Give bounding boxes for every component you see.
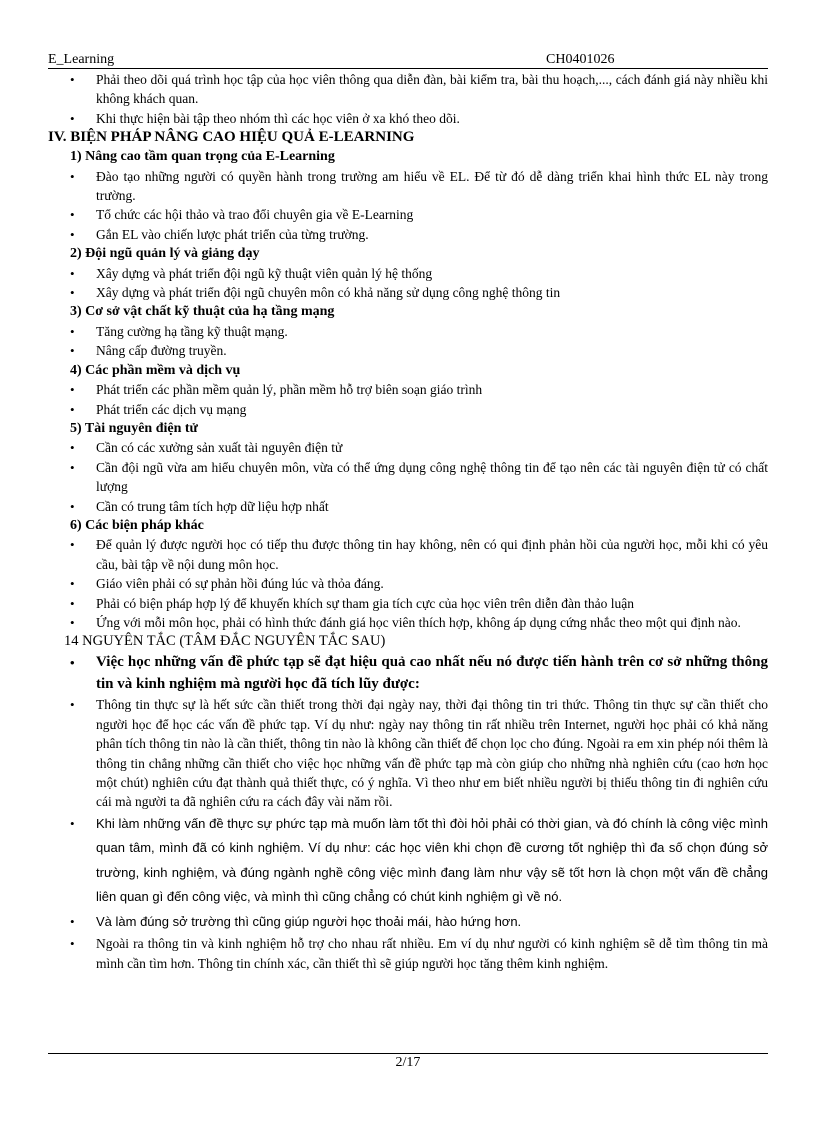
principle-paragraph: • Ngoài ra thông tin và kinh nghiệm hỗ trợ cho nhau rất nhiều. Em ví dụ như người có kinh nghiệm sẽ dễ tìm thông tin mà mình cần tìm hơn. Thông tin chính xác, cần thiết thì sẽ giúp người học tăng thêm kinh nghiệm.	[48, 934, 768, 973]
principle-paragraph: • Và làm đúng sở trường thì cũng giúp người học thoải mái, hào hứng hơn.	[48, 910, 768, 935]
continued-list	[48, 70, 768, 128]
subsection-heading: 1) Nâng cao tầm quan trọng của E-Learning	[70, 149, 335, 165]
principles-title: 14 NGUYÊN TẮC (TÂM ĐẮC NGUYÊN TẮC SAU)	[64, 633, 386, 650]
bullet-list	[48, 380, 768, 419]
subsection-heading: 3) Cơ sở vật chất kỹ thuật của hạ tầng mạng	[70, 304, 335, 320]
principle-paragraph: • Thông tin thực sự là hết sức cần thiết trong thời đại ngày nay, thời đại thông tin tri thức. Thông tin thực sự cần thiết cho người học để học các vấn đề phức tạp. Ví dụ như: ngày nay thông tin rất nhiều trên Internet, người học phải có khả năng phân tích thông tin nào là cần thiết, thông tin nào là không cần thiết để chọn lọc cho đúng. Ngoài ra em xin phép nói thêm là thông tin chẳng những cần thiết cho việc học những vấn đề phức tạp mà còn giúp cho những nhà nghiên cứu (cao hơn học một chút) nghiên cứu đạt thành quả thiết thực, có ý nghĩa. Vì theo như em biết nhiều người bị thiếu thông tin đi nghiên cứu cái mà người ta đã nghiên cứu ra cách đây vài năm rồi.	[48, 695, 768, 811]
list-item: • Nâng cấp đường truyền.	[48, 341, 768, 360]
list-item: • Để quản lý được người học có tiếp thu được thông tin hay không, nên có qui định phản hồi của người học, mỗi khi có yêu cầu, bài tập về nội dung môn học.	[48, 535, 768, 574]
header-right: CH0401026	[546, 52, 615, 67]
list-item: • Cần có trung tâm tích hợp dữ liệu hợp nhất	[48, 497, 768, 516]
page-footer	[48, 1053, 768, 1071]
list-item: • Phải theo dõi quá trình học tập của học viên thông qua diễn đàn, bài kiểm tra, bài thu hoạch,..., cách đánh giá này nhiều khi không khách quan.	[48, 70, 768, 109]
subsection-heading: 2) Đội ngũ quản lý và giảng dạy	[70, 246, 260, 262]
list-item: • Cần có các xưởng sản xuất tài nguyên điện tử	[48, 438, 768, 457]
bullet-list	[48, 264, 768, 303]
list-item: • Xây dựng và phát triển đội ngũ kỹ thuật viên quản lý hệ thống	[48, 264, 768, 283]
subsection-heading: 6) Các biện pháp khác	[70, 517, 204, 533]
list-item: • Cần đội ngũ vừa am hiểu chuyên môn, vừa có thể ứng dụng công nghệ thông tin để tạo nên các tài nguyên điện tử có chất lượng	[48, 458, 768, 497]
list-item: • Gắn EL vào chiến lược phát triển của từng trường.	[48, 225, 768, 244]
principle-paragraph: • Khi làm những vấn đề thực sự phức tạp mà muốn làm tốt thì đòi hỏi phải có thời gian, và đó chính là công việc mình quan tâm, mình đã có kinh nghiệm. Ví dụ như: các học viên khi chọn đề cương tốt nghiệp thì đa số chọn đúng sở trường, kinh nghiệm, và đúng ngành nghề công việc mình đang làm như vậy sẽ tốt hơn là chọn một vấn đề chẳng liên quan gì đến công việc, và mình thì cũng chẳng có chút kinh nghiệm gì về nó.	[48, 812, 768, 910]
page-header	[48, 51, 768, 69]
subsection-heading: 4) Các phần mềm và dịch vụ	[70, 362, 241, 378]
list-item: • Xây dựng và phát triển đội ngũ chuyên môn có khả năng sử dụng công nghệ thông tin	[48, 283, 768, 302]
list-item: • Tổ chức các hội thảo và trao đổi chuyên gia về E-Learning	[48, 205, 768, 224]
header-left: E_Learning	[48, 52, 115, 67]
list-item: • Khi thực hiện bài tập theo nhóm thì các học viên ở xa khó theo dõi.	[48, 109, 768, 128]
page-number: 2/17	[395, 1055, 421, 1070]
principles-list	[48, 651, 768, 973]
bullet-list	[48, 438, 768, 516]
principle-lead: • Việc học những vấn đề phức tạp sẽ đạt hiệu quả cao nhất nếu nó được tiến hành trên cơ sở những thông tin và kinh nghiệm mà người học đã tích lũy được:	[48, 651, 768, 695]
list-item: • Phát triển các dịch vụ mạng	[48, 400, 768, 419]
section-title: IV. BIỆN PHÁP NÂNG CAO HIỆU QUẢ E-LEARNING	[48, 129, 415, 146]
page-content	[48, 70, 768, 973]
list-item: • Phát triển các phần mềm quản lý, phần mềm hỗ trợ biên soạn giáo trình	[48, 380, 768, 399]
list-item: • Tăng cường hạ tầng kỹ thuật mạng.	[48, 322, 768, 341]
subsection-heading: 5) Tài nguyên điện tử	[70, 420, 198, 436]
list-item: • Ứng với mỗi môn học, phải có hình thức đánh giá học viên thích hợp, không áp dụng cứng nhắc theo một qui định nào.	[48, 613, 768, 632]
list-item: • Phải có biện pháp hợp lý để khuyến khích sự tham gia tích cực của học viên trên diễn đàn thảo luận	[48, 594, 768, 613]
bullet-list	[48, 167, 768, 245]
list-item: • Giáo viên phải có sự phản hồi đúng lúc và thỏa đáng.	[48, 574, 768, 593]
bullet-list	[48, 322, 768, 361]
bullet-list	[48, 535, 768, 632]
list-item: • Đào tạo những người có quyền hành trong trường am hiểu về EL. Để từ đó dễ dàng triển khai hình thức EL này trong trường.	[48, 167, 768, 206]
